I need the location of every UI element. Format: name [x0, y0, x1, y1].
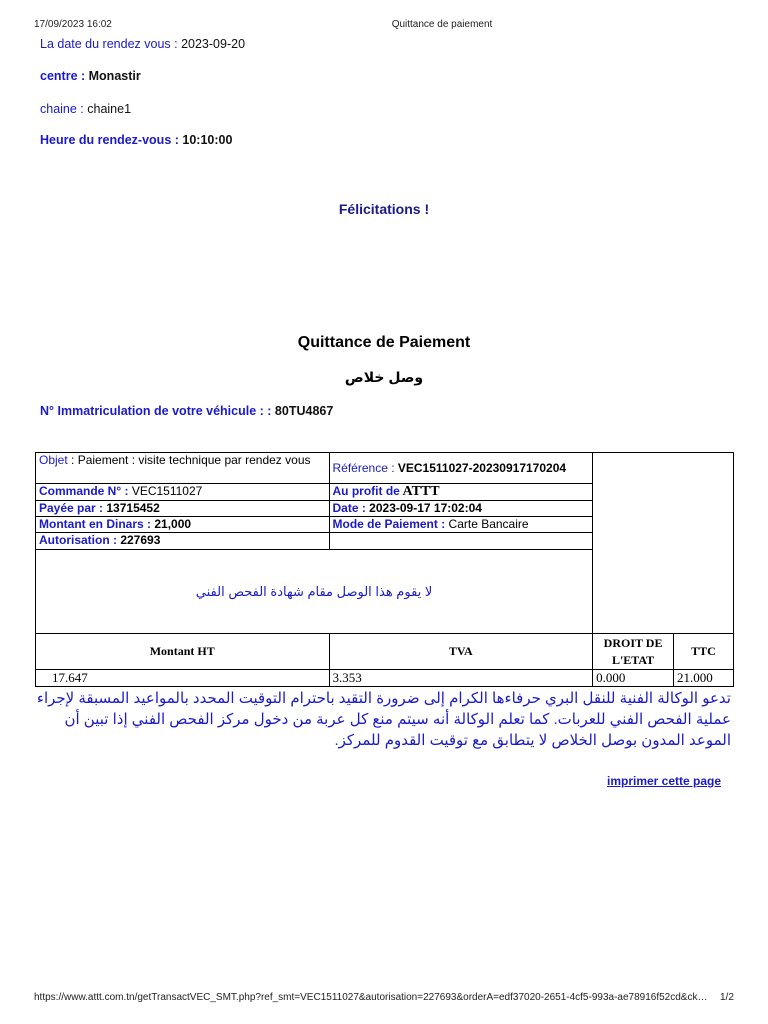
autorisation-cell: [36, 533, 330, 550]
au-profit-label: Au profit de: [332, 484, 400, 498]
droit-header-line2: L'ETAT: [611, 652, 655, 667]
reference-value: VEC1511027-20230917170204: [394, 461, 567, 475]
montant-label: Montant en Dinars :: [39, 517, 152, 531]
montant-ht-header: Montant HT: [36, 634, 330, 670]
centre-row: [40, 69, 141, 83]
centre-label: centre :: [40, 69, 86, 83]
appointment-date-label: La date du rendez vous: [40, 37, 171, 51]
print-url: https://www.attt.com.tn/getTransactVEC_SMT.php?ref_smt=VEC1511027&autorisation=227693&orderA=edf37020-2651-4cf5-993a-ae78916f52cd&ck…: [34, 992, 708, 1003]
mode-value: Carte Bancaire: [445, 517, 529, 531]
date-cell: [329, 501, 593, 517]
droit-header: [593, 634, 674, 670]
print-page-number: 1/2: [720, 992, 734, 1003]
mode-cell: [329, 517, 593, 533]
felicitations-heading: Félicitations !: [338, 201, 430, 217]
payee-label: Payée par :: [39, 501, 104, 515]
plate-label: N° Immatriculation de votre véhicule : :: [40, 404, 272, 418]
montant-cell: [36, 517, 330, 533]
objet-cell: [36, 453, 330, 484]
autorisation-label: Autorisation :: [39, 533, 117, 547]
notice-ar: لا يقوم هذا الوصل مقام شهادة الفحص الفني: [195, 583, 433, 599]
droit-value: 0.000: [593, 670, 674, 687]
empty-right-cell: [593, 453, 734, 634]
appointment-date-value: 2023-09-20: [181, 37, 246, 51]
reference-label: Référence :: [332, 461, 395, 475]
footer-notice-ar: تدعو الوكالة الفنية للنقل البري حرفاءها الكرام إلى ضرورة التقيد باحترام التوقيت المحدد بالمواعيد المسبقة لإجراء عملية الفحص الفني للعربات. كما تعلم الوكالة أنه سيتم منع كل عربة من دخول مركز الفحص الفني إذا تبين أن الموعد المدون بوصل الخلاص لا يتطابق مع توقيت القدوم للمركز.: [36, 690, 731, 749]
appointment-time-value: 10:10:00: [178, 133, 233, 147]
objet-label: Objet: [39, 453, 68, 467]
reference-cell: [329, 453, 593, 484]
ttc-value: 21.000: [674, 670, 734, 687]
au-profit-cell: [329, 484, 593, 501]
payment-table: [35, 452, 734, 687]
montant-ht-value: 17.647: [36, 670, 330, 687]
commande-cell: [36, 484, 330, 501]
commande-value: VEC1511027: [128, 484, 203, 498]
tva-value: 3.353: [329, 670, 593, 687]
appointment-time-row: [40, 133, 232, 147]
au-profit-value: ATTT: [399, 484, 440, 499]
centre-value: Monastir: [85, 69, 141, 83]
plate-row: [40, 404, 333, 418]
receipt-title: Quittance de Paiement: [297, 334, 471, 351]
payee-cell: [36, 501, 330, 517]
chaine-label: chaine :: [40, 102, 84, 116]
notice-cell: [36, 550, 593, 634]
commande-label: Commande N° :: [39, 484, 129, 498]
tva-header: TVA: [329, 634, 593, 670]
ttc-header: TTC: [674, 634, 734, 670]
appointment-time-label: Heure du rendez-vous :: [40, 133, 179, 147]
mode-label: Mode de Paiement :: [332, 517, 446, 531]
date-label: Date :: [332, 501, 366, 515]
chaine-row: [40, 102, 131, 116]
plate-value: 80TU4867: [271, 404, 334, 418]
montant-value: 21,000: [151, 517, 192, 531]
chaine-value: chaine1: [83, 102, 132, 116]
date-value: 2023-09-17 17:02:04: [365, 501, 482, 515]
droit-header-line1: DROIT DE: [603, 635, 663, 650]
appointment-date-row: [40, 37, 245, 51]
payee-value: 13715452: [103, 501, 160, 515]
print-page-title: Quittance de paiement: [391, 19, 493, 30]
autorisation-empty-cell: [329, 533, 593, 550]
print-page-link[interactable]: imprimer cette page: [607, 774, 722, 788]
print-datetime: 17/09/2023 16:02: [34, 19, 112, 30]
receipt-title-ar: وصل خلاص: [344, 369, 424, 385]
appointment-date-sep: :: [170, 37, 182, 51]
autorisation-value: 227693: [117, 533, 161, 547]
objet-value: : Paiement : visite technique par rendez vous: [67, 453, 311, 467]
